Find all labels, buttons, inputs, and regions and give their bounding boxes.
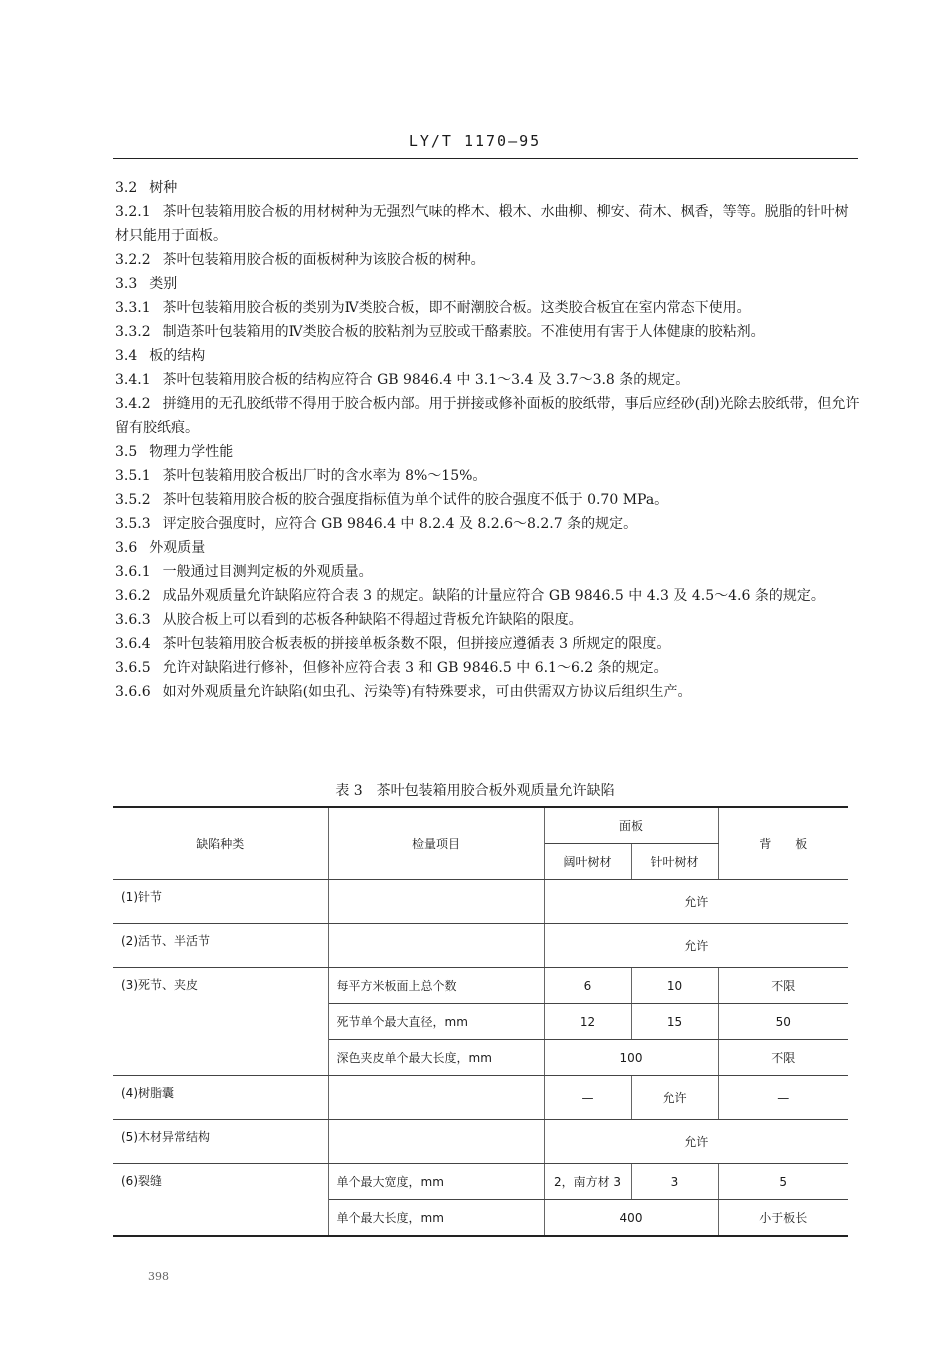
- table-row: (2)活节、半活节 允许: [113, 924, 848, 968]
- section-number: 3.5.1: [115, 468, 151, 484]
- section-text: 树种: [149, 180, 178, 196]
- paragraph: [115, 440, 860, 464]
- document-header: LY/T 1170—95: [408, 132, 542, 150]
- section-text: 类别: [149, 276, 178, 292]
- body-text: [115, 176, 860, 704]
- section-number: 3.5: [115, 444, 138, 460]
- section-number: 3.6.1: [115, 564, 151, 580]
- section-number: 3.6: [115, 540, 138, 556]
- paragraph: [115, 296, 860, 320]
- section-text: 从胶合板上可以看到的芯板各种缺陷不得超过背板允许缺陷的限度。: [162, 612, 583, 628]
- section-number: 3.5.3: [115, 516, 151, 532]
- section-number: 3.6.5: [115, 660, 151, 676]
- paragraph: [115, 536, 860, 560]
- section-number: 3.4.1: [115, 372, 151, 388]
- paragraph: [115, 608, 860, 632]
- paragraph: [115, 368, 860, 392]
- header-face: 面板: [544, 807, 718, 844]
- paragraph: [115, 176, 860, 200]
- section-text: 拼缝用的无孔胶纸带不得用于胶合板内部。用于拼接或修补面板的胶纸带，事后应经砂(刮)光除去胶纸带，但允许留有胶纸痕。: [115, 396, 860, 436]
- paragraph: [115, 632, 860, 656]
- section-text: 物理力学性能: [149, 444, 234, 460]
- section-number: 3.5.2: [115, 492, 151, 508]
- paragraph: [115, 584, 860, 608]
- section-text: 茶叶包装箱用胶合板出厂时的含水率为 8%～15%。: [162, 468, 487, 484]
- section-text: 成品外观质量允许缺陷应符合表 3 的规定。缺陷的计量应符合 GB 9846.5 中 4.3 及 4.5～4.6 条的规定。: [162, 588, 825, 604]
- paragraph: [115, 488, 860, 512]
- section-number: 3.6.6: [115, 684, 151, 700]
- header-hardwood: 阔叶树材: [544, 844, 631, 880]
- table-caption: 表 3 茶叶包装箱用胶合板外观质量允许缺陷: [335, 783, 615, 799]
- section-text: 茶叶包装箱用胶合板的面板树种为该胶合板的树种。: [162, 252, 485, 268]
- header-softwood: 针叶树材: [631, 844, 718, 880]
- paragraph: [115, 464, 860, 488]
- section-text: 如对外观质量允许缺陷(如虫孔、污染等)有特殊要求，可由供需双方协议后组织生产。: [162, 684, 692, 700]
- paragraph: [115, 272, 860, 296]
- paragraph: [115, 560, 860, 584]
- section-number: 3.4: [115, 348, 138, 364]
- table-row: 死节单个最大直径，mm 12 15 50: [113, 1004, 848, 1040]
- header-item: 检量项目: [328, 807, 544, 880]
- paragraph: [115, 320, 860, 344]
- section-number: 3.6.3: [115, 612, 151, 628]
- section-text: 板的结构: [149, 348, 206, 364]
- section-text: 茶叶包装箱用胶合板的结构应符合 GB 9846.4 中 3.1～3.4 及 3.7～3.8 条的规定。: [162, 372, 690, 388]
- table-row: (6)裂缝 单个最大宽度，mm 2，南方材 3 3 5: [113, 1164, 848, 1200]
- table-row: (5)木材异常结构 允许: [113, 1120, 848, 1164]
- paragraph: [115, 248, 860, 272]
- section-number: 3.3.1: [115, 300, 151, 316]
- header-defect: 缺陷种类: [113, 807, 328, 880]
- section-number: 3.4.2: [115, 396, 151, 412]
- section-text: 评定胶合强度时，应符合 GB 9846.4 中 8.2.4 及 8.2.6～8.2.7 条的规定。: [162, 516, 638, 532]
- paragraph: [115, 512, 860, 536]
- table-row: 单个最大长度，mm 400 小于板长: [113, 1200, 848, 1237]
- section-text: 外观质量: [149, 540, 206, 556]
- paragraph: [115, 200, 860, 248]
- section-number: 3.3.2: [115, 324, 151, 340]
- section-text: 茶叶包装箱用胶合板的用材树种为无强烈气味的桦木、椴木、水曲柳、柳安、荷木、枫香，等等。脱脂的针叶树材只能用于面板。: [115, 204, 849, 244]
- section-number: 3.3: [115, 276, 138, 292]
- section-text: 茶叶包装箱用胶合板的胶合强度指标值为单个试件的胶合强度不低于 0.70 MPa。: [162, 492, 669, 508]
- section-text: 一般通过目测判定板的外观质量。: [162, 564, 373, 580]
- section-number: 3.2: [115, 180, 138, 196]
- section-text: 茶叶包装箱用胶合板表板的拼接单板条数不限，但拼接应遵循表 3 所规定的限度。: [162, 636, 671, 652]
- defect-table: [113, 806, 848, 1237]
- section-number: 3.6.4: [115, 636, 151, 652]
- section-number: 3.2.2: [115, 252, 151, 268]
- header-rule: [113, 158, 858, 159]
- table-row: 深色夹皮单个最大长度，mm 100 不限: [113, 1040, 848, 1076]
- table-row: (4)树脂囊 — 允许 —: [113, 1076, 848, 1120]
- section-text: 茶叶包装箱用胶合板的类别为Ⅳ类胶合板，即不耐潮胶合板。这类胶合板宜在室内常态下使用。: [162, 300, 751, 316]
- header-back: 背 板: [718, 807, 848, 880]
- section-text: 制造茶叶包装箱用的Ⅳ类胶合板的胶粘剂为豆胶或干酪素胶。不准使用有害于人体健康的胶粘剂。: [162, 324, 765, 340]
- section-number: 3.6.2: [115, 588, 151, 604]
- page-number: 398: [148, 1270, 169, 1283]
- table-row: (3)死节、夹皮 每平方米板面上总个数 6 10 不限: [113, 968, 848, 1004]
- paragraph: [115, 344, 860, 368]
- section-number: 3.2.1: [115, 204, 151, 220]
- section-text: 允许对缺陷进行修补，但修补应符合表 3 和 GB 9846.5 中 6.1～6.2 条的规定。: [162, 660, 668, 676]
- paragraph: [115, 656, 860, 680]
- paragraph: [115, 680, 860, 704]
- paragraph: [115, 392, 860, 440]
- table-row: (1)针节 允许: [113, 880, 848, 924]
